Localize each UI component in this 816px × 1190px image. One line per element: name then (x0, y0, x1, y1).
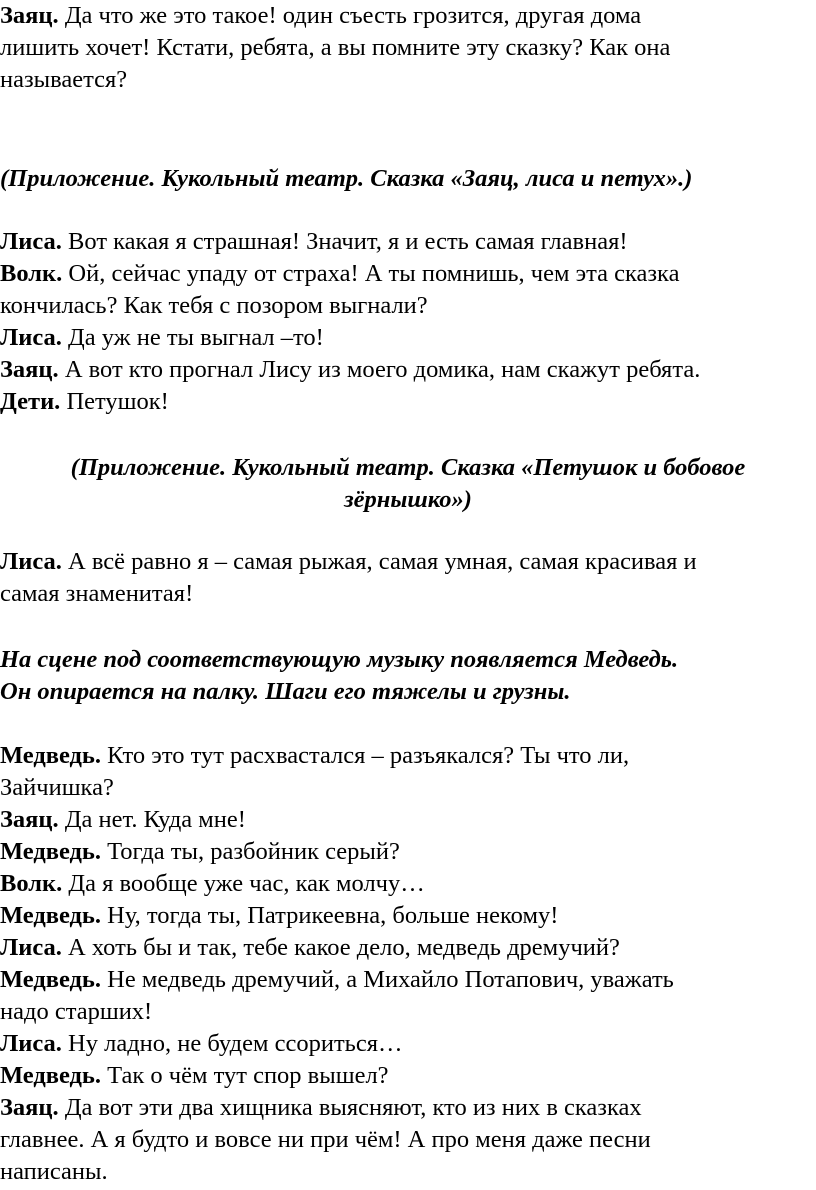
line-text: Тогда ты, разбойник серый? (101, 838, 400, 865)
line-bear-1 (0, 740, 816, 804)
stage-note-3: На сцене под соответствующую музыку появляется Медведь. Он опирается на палку. Шаги его тяжелы и грузны. (0, 646, 679, 705)
line-bear-2 (0, 836, 816, 868)
line-text: Не медведь дремучий, а Михайло Потапович, уважать надо старших! (0, 966, 674, 1025)
speaker-label: Лиса. (0, 324, 62, 351)
speaker-label: Медведь. (0, 966, 102, 993)
stage-note-1: (Приложение. Кукольный театр. Сказка «Заяц, лиса и петух».) (0, 165, 693, 192)
line-bear-3 (0, 900, 816, 932)
line-text: Ну, тогда ты, Патрикеевна, больше некому! (101, 902, 559, 929)
line-text: Да я вообще уже час, как молчу… (62, 870, 425, 897)
line-fox-2 (0, 322, 816, 354)
speaker-label: Заяц. (0, 806, 59, 833)
speaker-label: Заяц. (0, 2, 59, 29)
speaker-label: Лиса. (0, 548, 62, 575)
line-hare-3 (0, 804, 816, 836)
speaker-label: Заяц. (0, 1094, 59, 1121)
line-children-1 (0, 386, 816, 418)
line-hare-1 (0, 0, 816, 96)
stage-note-2: (Приложение. Кукольный театр. Сказка «Петушок и бобовое зёрнышко») (70, 454, 746, 513)
speaker-label: Лиса. (0, 934, 62, 961)
line-text: Да вот эти два хищника выясняют, кто из них в сказках главнее. А я будто и вовсе ни при чём! А про меня даже песни написаны. (0, 1094, 651, 1185)
line-text: Петушок! (60, 388, 169, 415)
line-text: А вот кто прогнал Лису из моего домика, нам скажут ребята. (58, 356, 701, 383)
speaker-label: Дети. (0, 388, 61, 415)
line-bear-5 (0, 1060, 816, 1092)
line-text: Ну ладно, не будем ссориться… (61, 1030, 403, 1057)
speaker-label: Заяц. (0, 356, 59, 383)
speaker-label: Медведь. (0, 742, 102, 769)
line-text: Да уж не ты выгнал –то! (61, 324, 324, 351)
line-bear-4 (0, 964, 816, 1028)
speaker-label: Волк. (0, 260, 63, 287)
line-fox-4 (0, 932, 816, 964)
line-fox-3 (0, 546, 816, 610)
speaker-label: Медведь. (0, 902, 102, 929)
line-hare-2 (0, 354, 816, 386)
line-fox-5 (0, 1028, 816, 1060)
line-text: Да что же это такое! один съесть грозится, другая дома лишить хочет! Кстати, ребята, а вы помните эту сказку? Как она называется? (0, 2, 671, 93)
line-text: Ой, сейчас упаду от страха! А ты помнишь, чем эта сказка кончилась? Как тебя с позором выгнали? (0, 260, 680, 319)
line-wolf-2 (0, 868, 816, 900)
line-fox-1 (0, 226, 816, 258)
speaker-label: Медведь. (0, 1062, 102, 1089)
speaker-label: Лиса. (0, 228, 62, 255)
line-text: Да нет. Куда мне! (58, 806, 246, 833)
line-text: Так о чём тут спор вышел? (101, 1062, 389, 1089)
line-text: А всё равно я – самая рыжая, самая умная, самая красивая и самая знаменитая! (0, 548, 697, 607)
line-text: Вот какая я страшная! Значит, я и есть самая главная! (61, 228, 628, 255)
line-wolf-1 (0, 258, 816, 322)
line-text: Кто это тут расхвастался – разъякался? Ты что ли, Зайчишка? (0, 742, 630, 801)
speaker-label: Медведь. (0, 838, 102, 865)
line-hare-4 (0, 1092, 816, 1188)
speaker-label: Лиса. (0, 1030, 62, 1057)
speaker-label: Волк. (0, 870, 63, 897)
line-text: А хоть бы и так, тебе какое дело, медведь дремучий? (61, 934, 620, 961)
